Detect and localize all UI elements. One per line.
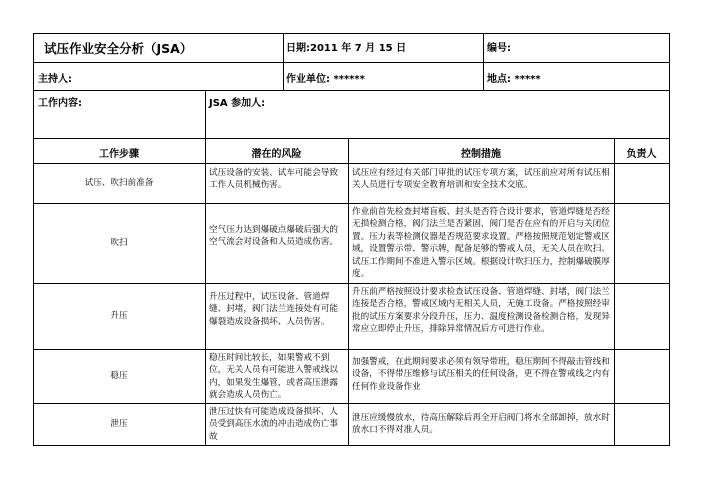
row-risk: 稳压时间比较长，如果警戒不到位，无关人员有可能进入警戒线以内，如果发生爆管，或者高压泄露就会造成人员伤亡。	[209, 353, 338, 401]
grid-line	[283, 33, 284, 91]
grid-line	[33, 349, 670, 350]
location-field: 地点: *****	[487, 74, 541, 85]
row-step: 泄压	[110, 419, 128, 429]
form-title: 试压作业安全分析（JSA）	[44, 41, 193, 56]
grid-line	[348, 138, 349, 446]
grid-line	[33, 33, 34, 446]
grid-line	[33, 283, 670, 284]
grid-line	[33, 403, 670, 404]
grid-line	[614, 138, 615, 446]
grid-line	[33, 203, 670, 204]
work-content-field: 工作内容:	[38, 98, 82, 109]
row-risk: 空气压力达到爆破点爆破后强大的空气流会对设备和人员造成伤害。	[209, 225, 338, 248]
row-step: 试压、吹扫前准备	[84, 178, 154, 188]
row-control: 试压应有经过有关部门审批的试压专项方案，试压前应对所有试压相关人员进行专项安全教育培训和安全技术交底。	[352, 168, 610, 191]
grid-line	[33, 138, 670, 139]
grid-line	[483, 33, 484, 91]
row-risk: 升压过程中，试压设备、管道焊缝、封堵，阀门法兰连接处有可能爆裂造成设备损坏、人员伤害。	[209, 292, 338, 327]
column-header-owner: 负责人	[626, 149, 657, 160]
row-risk: 泄压过快有可能造成设备损坏、人员受到高压水流的冲击造成伤亡事故	[209, 407, 338, 442]
unit-field: 作业单位: ******	[286, 74, 365, 85]
row-control: 作业前首先检查封堵盲板、封头是否符合设计要求，管道焊缝是否经无损检测合格，阀门法兰是否紧固，阀门是否在应有的开启与关闭位置。压力表等检测仪器是否规范要求设置。严格按照规范划定警戒区域，设置警示带、警示牌，配备足够的警戒人员，无关人员在吹扫、试压工作期间不准进入警示区域。根据设计吹扫压力，控制爆破膜厚度。	[352, 207, 610, 280]
grid-line	[33, 90, 670, 91]
row-control: 升压前严格按照设计要求检查试压设备、管道焊缝、封堵，阀门法兰连接是否合格，警戒区域内无相关人员，无施工设备。严格按照经审批的试压方案要求分段升压，压力、温度检测设备检测合格，发现异常应立即停止升压，排除异常情况后方可进行作业。	[352, 287, 610, 335]
row-risk: 试压设备的安装、试车可能会导致工作人员机械伤害。	[209, 168, 338, 191]
date-field: 日期:2011 年 7 月 15 日	[286, 43, 407, 54]
grid-line	[205, 90, 206, 446]
row-control: 加强警戒，在此期间要求必须有领导带班，稳压期间不得敲击管线和设备，不得带压维修与试压相关的任何设备，更不得在警戒线之内有任何作业设备作业	[352, 357, 610, 392]
grid-line	[669, 33, 670, 446]
column-header-risk: 潜在的风险	[251, 149, 302, 160]
row-step: 升压	[110, 311, 128, 321]
grid-line	[33, 33, 670, 34]
grid-line	[33, 62, 670, 63]
column-header-step: 工作步骤	[99, 149, 139, 160]
column-header-control: 控制措施	[461, 149, 501, 160]
number-field: 编号:	[487, 43, 511, 54]
row-step: 吹扫	[110, 238, 128, 248]
host-field: 主持人:	[38, 74, 72, 85]
jsa-participants-field: JSA 参加人:	[209, 98, 266, 109]
grid-line	[33, 445, 670, 446]
row-step: 稳压	[110, 371, 128, 381]
row-control: 泄压应缓慢放水，待高压解除后再全开启阀门将水全部卸掉，放水时放水口不得对准人员。	[352, 413, 610, 436]
grid-line	[33, 163, 670, 164]
